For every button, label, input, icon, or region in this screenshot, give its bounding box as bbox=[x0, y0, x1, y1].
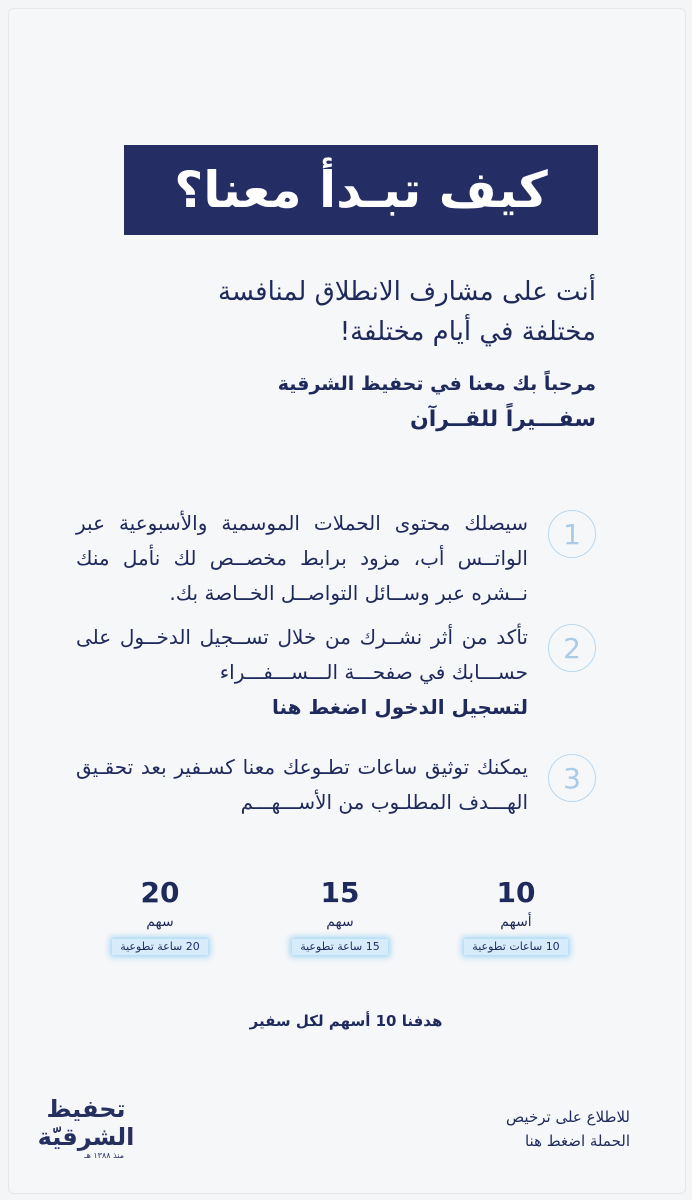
share-count: 10 bbox=[496, 876, 536, 909]
share-unit: سهم bbox=[326, 914, 354, 930]
step-3-number-icon: 3 bbox=[548, 754, 596, 802]
goal-text: هدفنا 10 أسهم لكل سفير bbox=[249, 1012, 443, 1030]
step-1-text: سيصلك محتوى الحملات الموسمية والأسبوعية عبر الواتــس أب، مزود برابط مخصــص لك نأمل منك نــشره عبر وســائل التواصــل الخــاصة بك. bbox=[76, 511, 528, 605]
title-banner bbox=[124, 145, 598, 235]
license-link[interactable] bbox=[390, 1105, 630, 1153]
organization-logo bbox=[36, 1095, 136, 1175]
step-3-text: يمكنك توثيق ساعات تطـوعك معنا كسـفير بعد تحقـيق الهـــدف المطلـوب من الأســـهـــم bbox=[76, 755, 528, 814]
welcome-line-2: سفـــيراً للقــرآن bbox=[409, 407, 596, 432]
step-2 bbox=[76, 620, 596, 725]
intro-line-1: أنت على مشارف الانطلاق لمنافسة bbox=[218, 277, 596, 307]
share-unit: سهم bbox=[146, 914, 174, 930]
intro-text bbox=[76, 272, 596, 352]
share-tier-20 bbox=[100, 875, 220, 955]
step-1 bbox=[76, 506, 596, 611]
intro-line-2: مختلفة في أيام مختلفة! bbox=[339, 317, 596, 347]
volunteer-hours-badge: 10 ساعات تطوعية bbox=[464, 939, 567, 955]
welcome-text bbox=[76, 366, 596, 438]
share-count: 20 bbox=[140, 876, 180, 909]
step-2-number-icon: 2 bbox=[548, 624, 596, 672]
license-line-1: للاطلاع على ترخيص bbox=[506, 1108, 630, 1126]
license-line-2: الحملة اضغط هنا bbox=[524, 1132, 630, 1150]
share-count: 15 bbox=[320, 876, 360, 909]
login-link[interactable]: لتسجيل الدخول اضغط هنا bbox=[272, 695, 528, 719]
volunteer-hours-badge: 15 ساعة تطوعية bbox=[292, 939, 388, 955]
share-tier-15 bbox=[280, 875, 400, 955]
shares-row bbox=[100, 875, 576, 965]
share-unit: أسهم bbox=[500, 914, 532, 930]
step-1-number-icon: 1 bbox=[548, 510, 596, 558]
welcome-line-1: مرحباً بك معنا في تحفيظ الشرقية bbox=[277, 373, 596, 395]
logo-line-2: الشرقيّة bbox=[37, 1123, 135, 1151]
logo-line-1: تحفيظ bbox=[46, 1095, 126, 1123]
step-2-text: تأكد من أثر نشــرك من خلال تســجيل الدخــول على حســـابك في صفحـــة الـــســـفـــراء bbox=[76, 625, 528, 684]
step-3 bbox=[76, 750, 596, 820]
volunteer-hours-badge: 20 ساعة تطوعية bbox=[112, 939, 208, 955]
share-tier-10 bbox=[456, 875, 576, 955]
step-2-body bbox=[76, 620, 528, 725]
logo-since: منذ ١٣٨٨ هـ bbox=[84, 1151, 124, 1160]
page-title: كيف تبـدأ معنا؟ bbox=[174, 161, 548, 219]
